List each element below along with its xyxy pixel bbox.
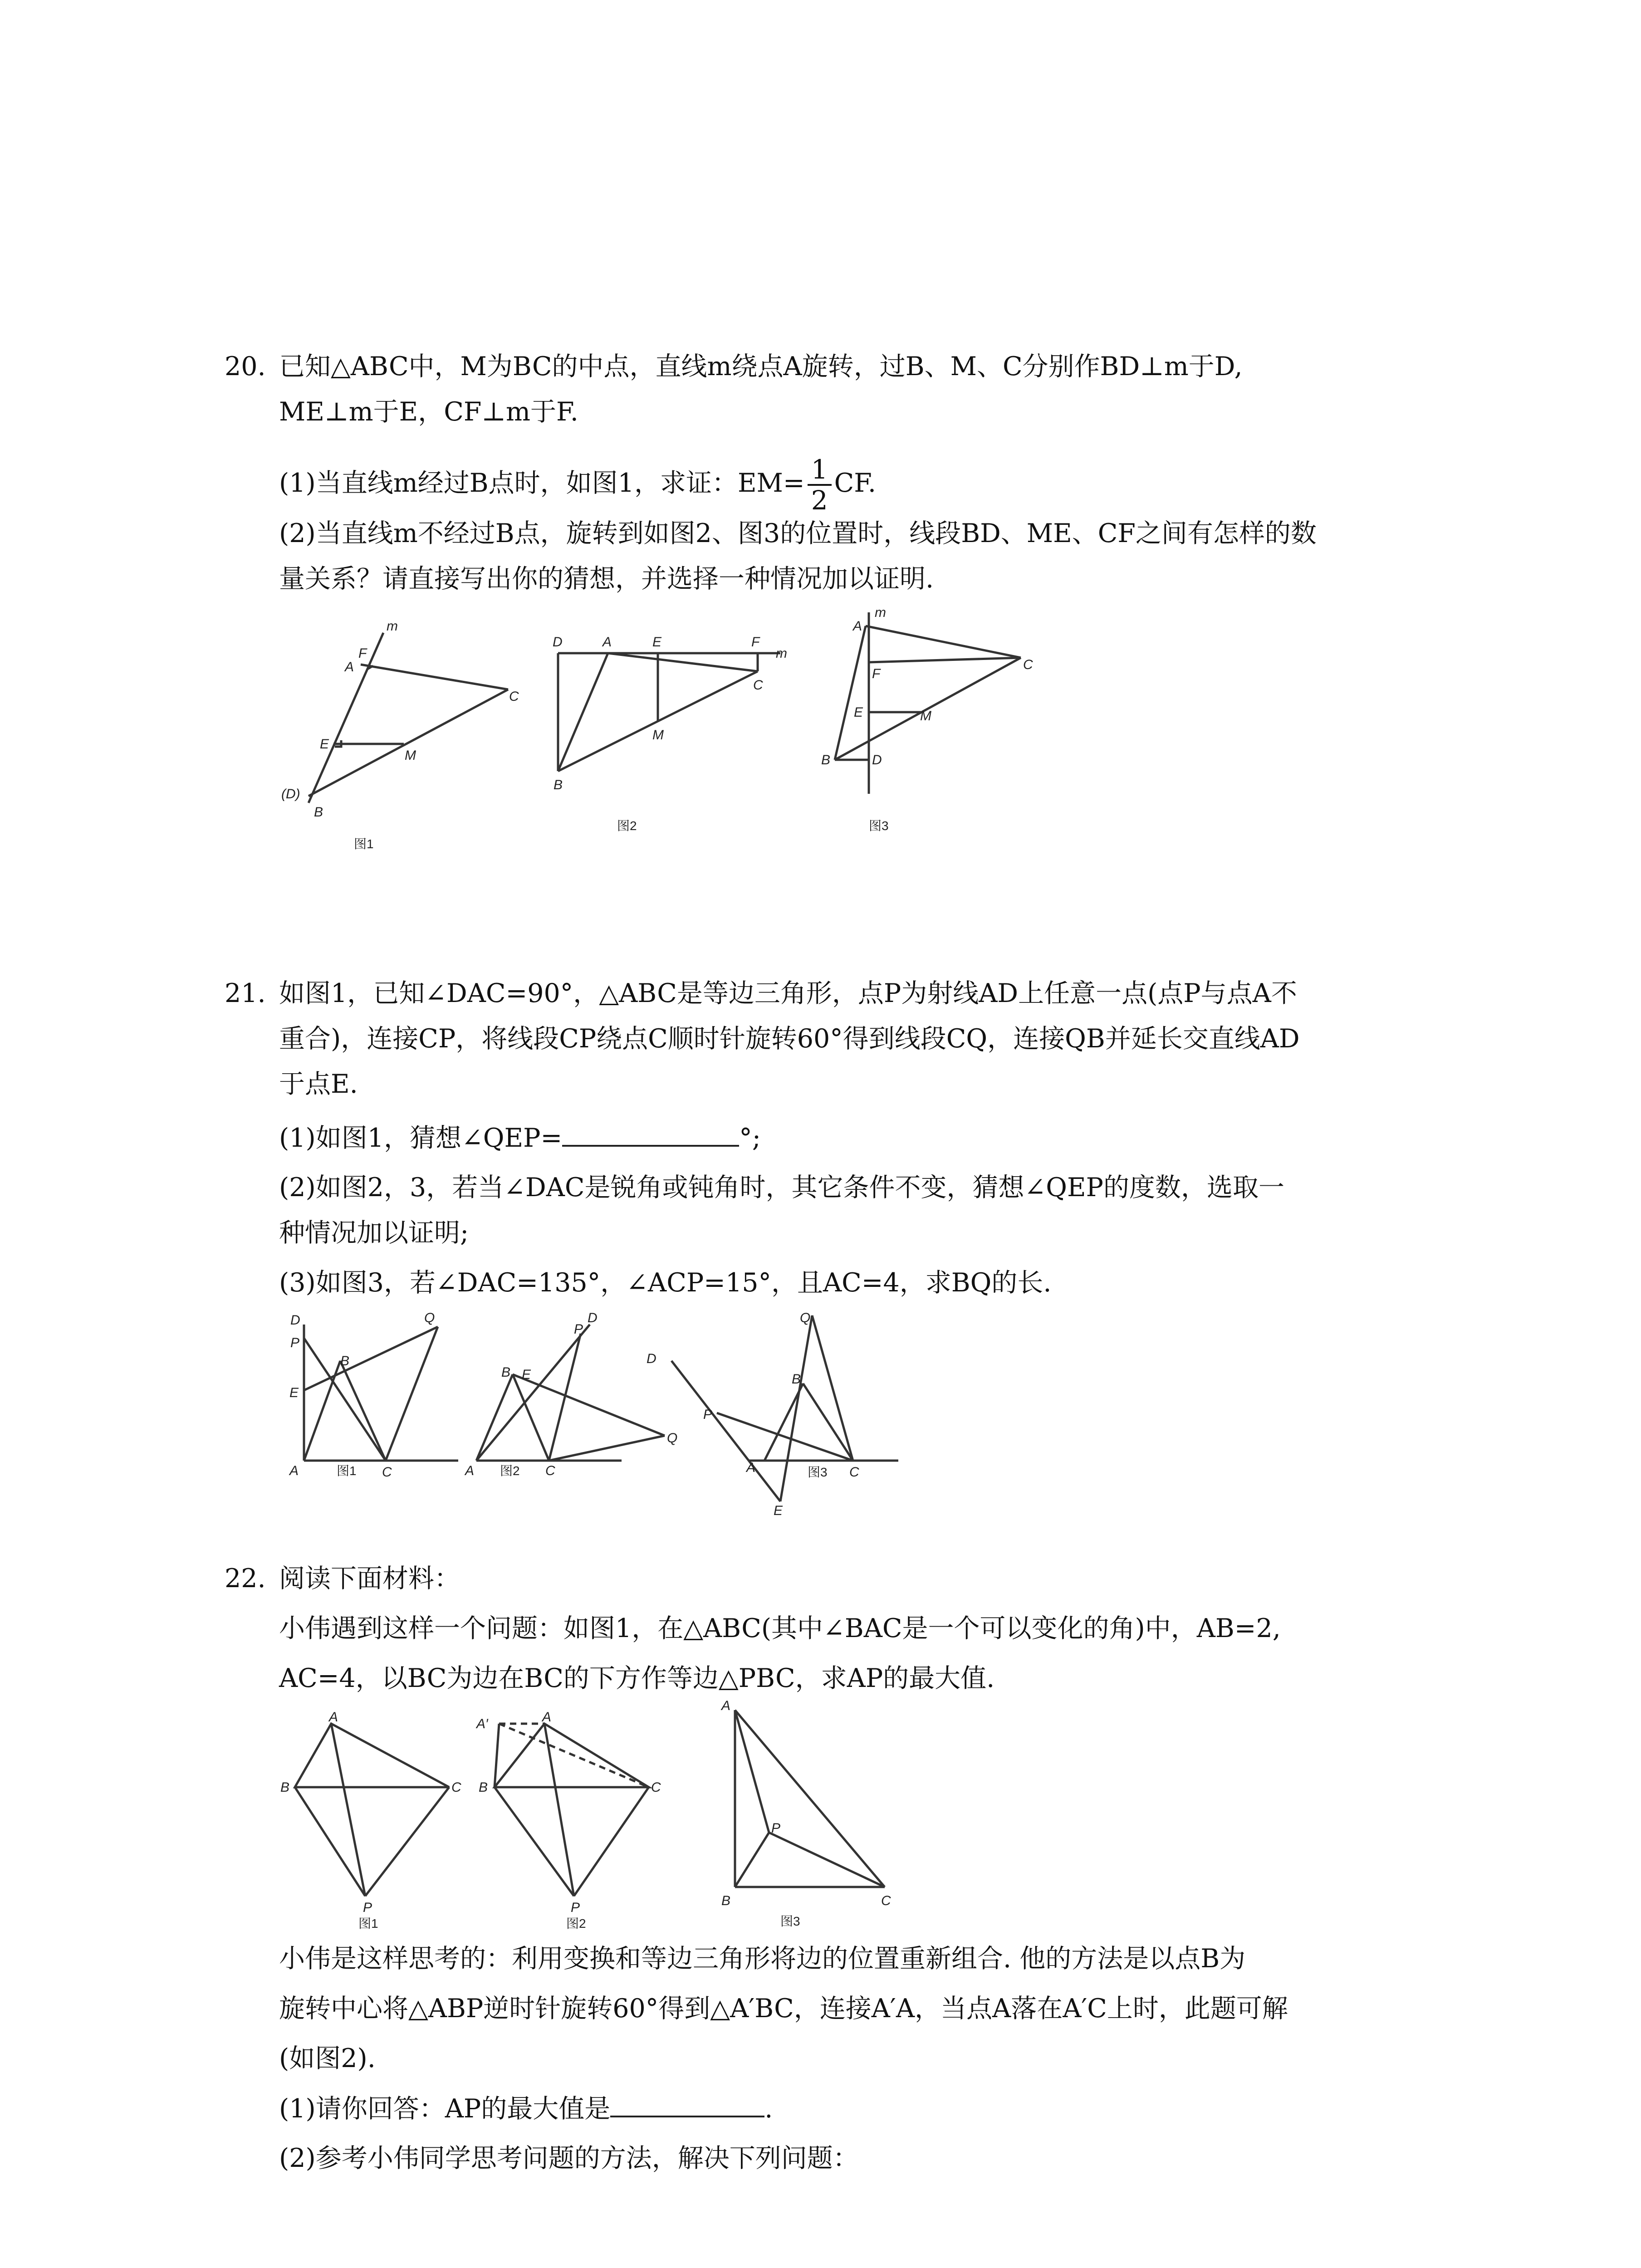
- label-A: A: [465, 1463, 475, 1478]
- q20-number: 20.: [225, 352, 266, 381]
- q21-line3: 于点E.: [279, 1069, 358, 1099]
- label-P: P: [571, 1900, 580, 1915]
- label-P: P: [574, 1322, 583, 1337]
- label-P: P: [771, 1821, 781, 1836]
- label-B: B: [340, 1354, 350, 1369]
- figure-caption: 图3: [869, 819, 889, 833]
- label-C: C: [545, 1463, 555, 1478]
- label-F: F: [751, 635, 760, 650]
- label-C: C: [881, 1893, 891, 1908]
- label-A: A: [746, 1460, 756, 1475]
- q20-part1-after: CF.: [834, 468, 876, 498]
- q22-think-line3: (如图2).: [279, 2043, 376, 2073]
- q20-figure-3: [798, 603, 1053, 857]
- label-A: A: [542, 1710, 552, 1725]
- q21-figure-3: [635, 1302, 916, 1518]
- figure-caption: 图2: [500, 1464, 520, 1478]
- label-C: C: [753, 678, 763, 693]
- q22-part1-after: .: [764, 2094, 773, 2124]
- label-A: A: [603, 635, 612, 650]
- label-P: P: [290, 1335, 300, 1350]
- label-F: F: [358, 646, 367, 661]
- q20-part1: [279, 454, 876, 515]
- answer-blank[interactable]: [562, 1119, 739, 1147]
- q20-figure-2: [540, 621, 803, 857]
- fraction-numerator: 1: [808, 455, 832, 486]
- label-E: E: [320, 737, 329, 752]
- q22-part1: [279, 2090, 773, 2127]
- label-E: E: [652, 635, 662, 650]
- q20-figure-1: [272, 612, 526, 857]
- q22-number: 22.: [225, 1564, 266, 1593]
- q20-part2-line1: (2)当直线m不经过B点，旋转到如图2、图3的位置时，线段BD、ME、CF之间有怎样的数: [279, 518, 1317, 548]
- label-B: B: [554, 777, 563, 792]
- label-D: D: [647, 1351, 656, 1366]
- figure-caption: 图2: [566, 1916, 586, 1931]
- label-m: m: [875, 605, 886, 620]
- label-B: B: [479, 1780, 488, 1795]
- q22-part1-before: (1)请你回答：AP的最大值是: [279, 2094, 611, 2124]
- q21-part1: [279, 1119, 761, 1156]
- label-E: E: [289, 1385, 299, 1400]
- label-C: C: [849, 1465, 859, 1480]
- q22-figure-1: [272, 1710, 463, 1931]
- figure-caption: 图1: [354, 837, 374, 851]
- q22-think-line2: 旋转中心将△ABP逆时针旋转60°得到△A′BC，连接A′A，当点A落在A′C上时，此题可解: [279, 1994, 1288, 2024]
- q21-number: 21.: [225, 978, 266, 1008]
- figure-caption: 图3: [780, 1914, 800, 1928]
- q22-line2: 小伟遇到这样一个问题：如图1，在△ABC(其中∠BAC是一个可以变化的角)中，AB=2,: [279, 1613, 1281, 1643]
- label-A-prime: A′: [476, 1716, 488, 1731]
- figure-caption: 图1: [337, 1464, 357, 1478]
- label-B: B: [280, 1780, 290, 1795]
- label-P: P: [363, 1900, 372, 1915]
- figure-caption: 图2: [617, 819, 637, 833]
- q21-figure-1: [277, 1306, 467, 1483]
- label-D: D: [872, 753, 882, 767]
- label-A: A: [345, 660, 354, 675]
- label-M: M: [652, 728, 664, 743]
- label-E: E: [774, 1503, 783, 1518]
- label-A: A: [721, 1698, 731, 1713]
- label-A: A: [289, 1463, 299, 1478]
- q22-think-line1: 小伟是这样思考的：利用变换和等边三角形将边的位置重新组合. 他的方法是以点B为: [279, 1944, 1246, 1974]
- q22-part2: (2)参考小伟同学思考问题的方法，解决下列问题：: [279, 2143, 859, 2173]
- q22-figure-3: [703, 1696, 912, 1932]
- label-B: B: [821, 753, 831, 767]
- q21-line2: 重合)，连接CP，将线段CP绕点C顺时针旋转60°得到线段CQ，连接QB并延长交直线AD: [279, 1024, 1300, 1054]
- answer-blank[interactable]: [610, 2090, 764, 2117]
- q21-line1: 如图1，已知∠DAC=90°，△ABC是等边三角形，点P为射线AD上任意一点(点P与点A不: [279, 978, 1297, 1008]
- q22-line1: 阅读下面材料：: [279, 1564, 460, 1593]
- fraction-denominator: 2: [811, 484, 828, 516]
- label-m: m: [776, 646, 787, 661]
- figure-caption: 图1: [358, 1916, 378, 1931]
- q22-line3: AC=4，以BC为边在BC的下方作等边△PBC，求AP的最大值.: [279, 1663, 995, 1693]
- label-P: P: [703, 1407, 713, 1422]
- label-D: D: [290, 1313, 300, 1328]
- label-F: F: [872, 666, 881, 681]
- q21-part1-before: (1)如图1，猜想∠QEP=: [279, 1123, 563, 1153]
- label-E: E: [854, 705, 863, 720]
- label-Q: Q: [667, 1431, 678, 1446]
- label-A: A: [329, 1710, 338, 1725]
- q22-figure-2: [467, 1710, 685, 1931]
- label-M: M: [405, 748, 416, 763]
- label-B: B: [314, 805, 323, 820]
- q21-part1-after: °;: [739, 1123, 761, 1153]
- label-C: C: [1023, 657, 1033, 672]
- label-B: B: [501, 1365, 511, 1380]
- label-A: A: [853, 619, 862, 634]
- label-Q: Q: [424, 1310, 435, 1325]
- label-Q: Q: [800, 1310, 811, 1325]
- label-C: C: [509, 689, 519, 704]
- label-B: B: [721, 1893, 731, 1908]
- q20-line2: ME⊥m于E，CF⊥m于F.: [279, 397, 578, 427]
- label-C: C: [451, 1780, 461, 1795]
- figure-caption: 图3: [808, 1465, 828, 1479]
- label-C: C: [382, 1465, 392, 1480]
- label-M: M: [920, 709, 931, 723]
- label-E: E: [522, 1367, 531, 1382]
- q21-part3: (3)如图3，若∠DAC=135°，∠ACP=15°，且AC=4，求BQ的长.: [279, 1268, 1052, 1298]
- q20-part2-line2: 量关系？请直接写出你的猜想，并选择一种情况加以证明.: [279, 564, 934, 594]
- label-m: m: [387, 619, 398, 634]
- q20-line1: 已知△ABC中，M为BC的中点，直线m绕点A旋转，过B、M、C分别作BD⊥m于D,: [279, 352, 1243, 381]
- label-C: C: [651, 1780, 661, 1795]
- q20-part1-before: (1)当直线m经过B点时，如图1，求证：EM=: [279, 468, 805, 498]
- fraction-one-half: [808, 455, 832, 515]
- q21-part2-line1: (2)如图2，3，若当∠DAC是锐角或钝角时，其它条件不变，猜想∠QEP的度数，选取一: [279, 1173, 1284, 1202]
- label-D: D: [588, 1310, 598, 1325]
- label-D: (D): [281, 787, 300, 802]
- q21-part2-line2: 种情况加以证明;: [279, 1218, 469, 1248]
- label-D: D: [553, 635, 563, 650]
- label-B: B: [792, 1372, 801, 1387]
